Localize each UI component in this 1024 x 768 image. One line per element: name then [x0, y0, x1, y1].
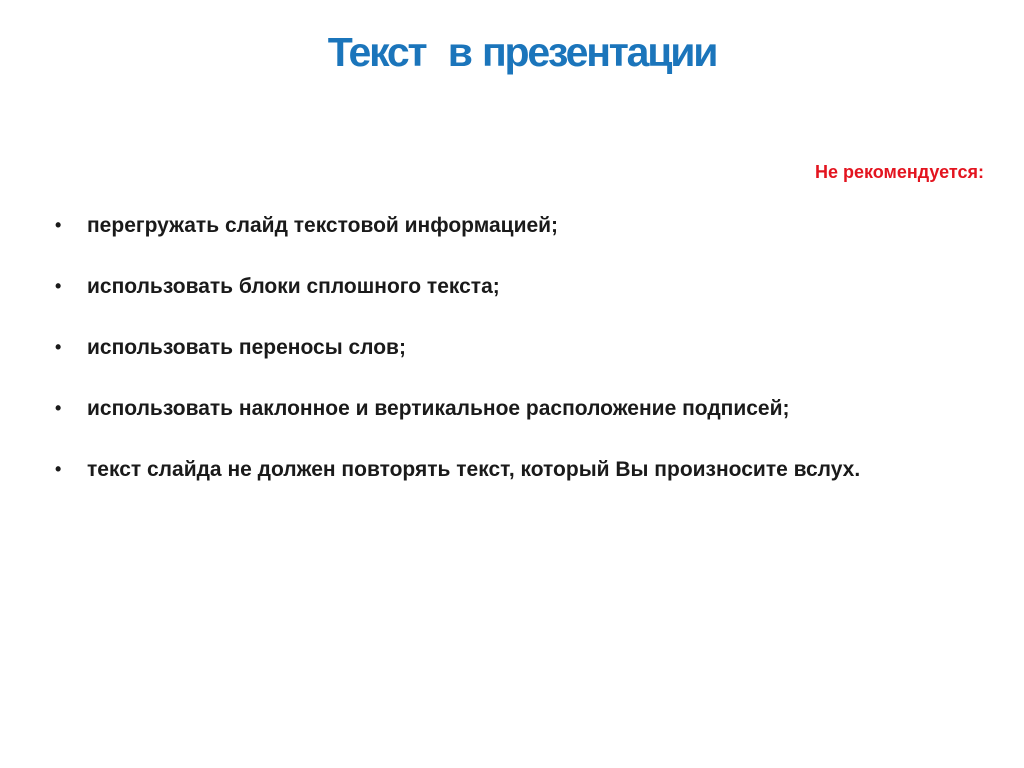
- bullet-text: перегружать слайд текстовой информацией;: [87, 214, 559, 237]
- bullet-text: использовать наклонное и вертикальное расположение подписей;: [87, 397, 790, 420]
- slide-title: Текст в презентации: [327, 29, 717, 75]
- bullet-item-1: [55, 205, 985, 246]
- bullet-icon: •: [55, 276, 62, 296]
- bullet-text: текст слайда не должен повторять текст, который Вы произносите вслух.: [87, 458, 861, 481]
- bullet-item-5: [55, 449, 985, 501]
- slide-subtitle: Не рекомендуется:: [814, 162, 984, 182]
- bullet-text: использовать переносы слов;: [87, 336, 406, 359]
- bullet-icon: •: [55, 337, 62, 357]
- bullet-item-4: [55, 388, 985, 429]
- bullet-icon: •: [55, 398, 62, 418]
- bullet-item-3: [55, 327, 985, 368]
- bullet-text: использовать блоки сплошного текста;: [87, 275, 500, 298]
- bullet-list: [55, 205, 985, 521]
- bullet-icon: •: [55, 215, 62, 235]
- bullet-item-2: [55, 266, 985, 307]
- bullet-icon: •: [55, 459, 62, 479]
